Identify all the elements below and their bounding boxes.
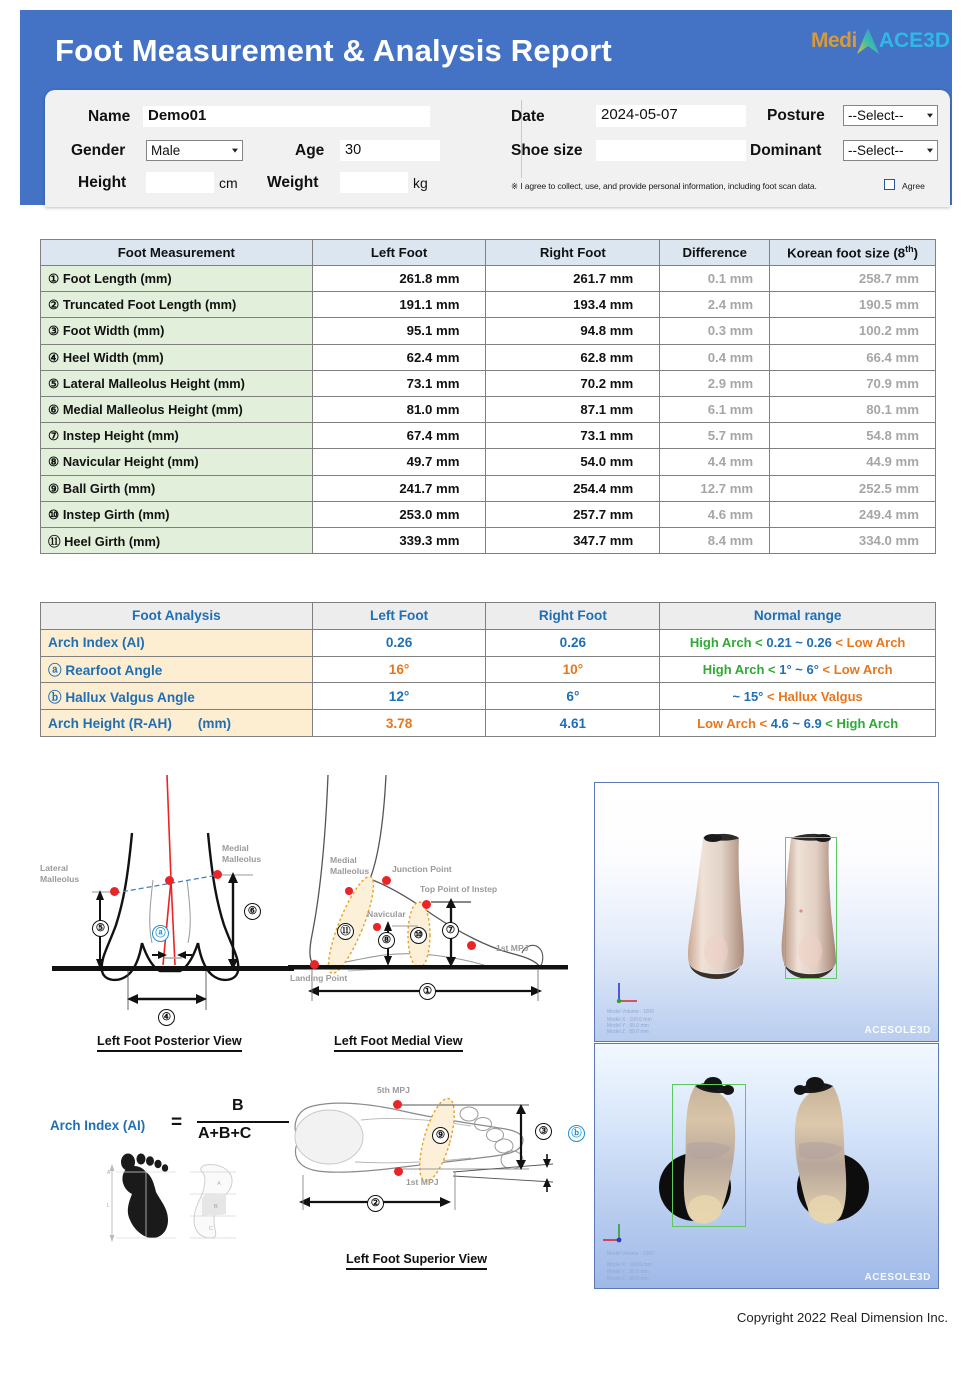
- posture-label: Posture: [767, 107, 825, 124]
- range-fragment: 0.21 ~ 0.26: [766, 635, 832, 651]
- name-label: Name: [88, 108, 131, 125]
- left-foot-cell: 253.0 mm: [312, 501, 486, 527]
- top-point-of-instep-label: Top Point of Instep: [420, 884, 498, 894]
- right-foot-cell: 193.4 mm: [486, 292, 660, 318]
- scan1-info-line1: Model Volume : 1000: [607, 1009, 654, 1015]
- range-fragment: Low Arch: [697, 715, 756, 731]
- range-fragment: <: [821, 715, 837, 731]
- korean-size-cell: 334.0 mm: [770, 527, 936, 553]
- difference-cell: 2.4 mm: [660, 292, 770, 318]
- left-foot-cell: 261.8 mm: [312, 266, 486, 292]
- scan1-info-line2: Model X : 100.0 mm: [607, 1017, 652, 1023]
- analysis-row: [41, 656, 936, 683]
- posture-select-value: --Select--: [848, 108, 904, 123]
- top-point-of-instep-point: [422, 900, 431, 909]
- first-mpj-point-superior: [394, 1167, 403, 1176]
- height-unit: cm: [219, 175, 238, 191]
- scan2-watermark: ACESOLE3D: [864, 1272, 931, 1283]
- mark-6: ⑥: [244, 903, 261, 920]
- mark-10: ⑩: [410, 927, 427, 944]
- measurement-name-cell: [41, 396, 313, 422]
- first-mpj-label-superior: 1st MPJ: [406, 1177, 439, 1187]
- analysis-right-cell: 4.61: [486, 710, 660, 737]
- mark-11: ⑪: [337, 923, 354, 940]
- fifth-mpj-point: [393, 1100, 402, 1109]
- dominant-label: Dominant: [750, 142, 822, 159]
- scan-viewport-posterior[interactable]: [594, 782, 939, 1042]
- weight-unit: kg: [413, 175, 428, 191]
- range-fragment: 1° ~ 6°: [779, 661, 819, 677]
- equals-sign: =: [171, 1112, 183, 1133]
- fraction-bar: [197, 1121, 289, 1123]
- mark-1: ①: [419, 983, 436, 1000]
- analysis-row: [41, 683, 936, 710]
- medial-malleolus-label-medial: [330, 855, 369, 877]
- table-row: [41, 370, 936, 396]
- korean-prefix: Korean foot size (8: [787, 245, 906, 261]
- row-number: ②: [48, 298, 60, 313]
- medial-label-line2: Malleolus: [222, 854, 262, 864]
- date-label: Date: [511, 108, 545, 125]
- medial-label-line1: Medial: [222, 843, 249, 853]
- range-fragment: High Arch: [702, 661, 765, 677]
- mark-3: ③: [535, 1123, 552, 1140]
- mark-a-rearfoot: ⓐ: [152, 925, 169, 942]
- height-field[interactable]: [146, 172, 214, 193]
- difference-cell: 4.4 mm: [660, 449, 770, 475]
- analysis-name-cell: ⓑ Hallux Valgus Angle: [41, 683, 313, 710]
- left-foot-cell: 67.4 mm: [312, 423, 486, 449]
- medial-medial-line2: Malleolus: [330, 866, 370, 876]
- midpoint-point: [165, 876, 174, 885]
- range-fragment: High Arch: [689, 635, 752, 651]
- analysis-row: [41, 629, 936, 656]
- lateral-malleolus-point: [110, 887, 119, 896]
- difference-cell: 6.1 mm: [660, 396, 770, 422]
- analysis-left-cell: 16°: [312, 656, 486, 683]
- right-foot-cell: 94.8 mm: [486, 318, 660, 344]
- agree-label: Agree: [902, 181, 925, 191]
- difference-cell: 0.1 mm: [660, 266, 770, 292]
- svg-text:C: C: [209, 1226, 213, 1232]
- table-row: [41, 344, 936, 370]
- korean-size-cell: 190.5 mm: [770, 292, 936, 318]
- analysis-name-suffix: (mm): [197, 715, 232, 731]
- korean-size-cell: 252.5 mm: [770, 475, 936, 501]
- first-mpj-point-medial: [467, 941, 476, 950]
- left-foot-cell: 241.7 mm: [312, 475, 486, 501]
- scan2-info-line4: Model Z : 80.0 mm: [607, 1276, 649, 1282]
- korean-size-cell: 54.8 mm: [770, 423, 936, 449]
- range-fragment: Low Arch: [833, 661, 893, 677]
- bounding-box-right-leg: [785, 837, 837, 979]
- table-row: [41, 396, 936, 422]
- right-foot-cell: 347.7 mm: [486, 527, 660, 553]
- table-row: [41, 318, 936, 344]
- row-label: Lateral Malleolus Height (mm): [62, 375, 245, 391]
- row-number: ⑪: [48, 534, 61, 549]
- gender-select[interactable]: [146, 140, 243, 161]
- dominant-select-value: --Select--: [848, 143, 904, 158]
- right-foot-cell: 87.1 mm: [486, 396, 660, 422]
- col-right-foot: Right Foot: [486, 240, 660, 266]
- row-label: Medial Malleolus Height (mm): [62, 402, 243, 418]
- junction-point-label: Junction Point: [392, 864, 452, 874]
- korean-sup: th: [905, 244, 914, 255]
- mark-9: ⑨: [432, 1127, 449, 1144]
- logo-triangle-icon: [855, 26, 881, 56]
- foot-analysis-table: [40, 602, 936, 737]
- measurement-name-cell: [41, 344, 313, 370]
- table-row: [41, 475, 936, 501]
- lateral-label-line1: Lateral: [40, 863, 69, 873]
- right-foot-cell: 62.8 mm: [486, 344, 660, 370]
- right-foot-cell: 54.0 mm: [486, 449, 660, 475]
- svg-text:A: A: [217, 1181, 221, 1187]
- col-foot-measurement: Foot Measurement: [41, 240, 313, 266]
- shoe-size-label: Shoe size: [511, 142, 583, 159]
- mark-8: ⑧: [378, 932, 395, 949]
- gender-select-value: Male: [151, 143, 181, 158]
- lateral-malleolus-label: [40, 863, 79, 885]
- normal-range-cell: [660, 656, 936, 683]
- lateral-label-line2: Malleolus: [40, 874, 80, 884]
- logo-text-ace3d: ACE3D: [878, 29, 950, 52]
- difference-cell: 0.3 mm: [660, 318, 770, 344]
- measurement-name-cell: [41, 501, 313, 527]
- junction-point: [382, 876, 391, 885]
- left-foot-cell: 191.1 mm: [312, 292, 486, 318]
- fifth-mpj-label: 5th MPJ: [377, 1085, 410, 1095]
- range-fragment: Low Arch: [846, 635, 906, 651]
- row-label: Instep Height (mm): [62, 428, 179, 444]
- measurement-name-cell: [41, 370, 313, 396]
- row-label: Truncated Foot Length (mm): [62, 297, 237, 313]
- korean-size-cell: 66.4 mm: [770, 344, 936, 370]
- formula-numerator: B: [232, 1097, 244, 1114]
- difference-cell: 12.7 mm: [660, 475, 770, 501]
- normal-range-cell: [660, 683, 936, 710]
- footprint-diagram: [102, 1150, 302, 1250]
- left-foot-cell: 81.0 mm: [312, 396, 486, 422]
- name-field[interactable]: Demo01: [143, 106, 430, 127]
- right-foot-cell: 261.7 mm: [486, 266, 660, 292]
- landing-point-label: Landing Point: [290, 973, 348, 983]
- table-row: [41, 501, 936, 527]
- svg-text:A: A: [107, 1170, 111, 1176]
- date-field[interactable]: 2024-05-07: [596, 105, 746, 127]
- analysis-left-cell: 0.26: [312, 629, 486, 656]
- col-an-right-foot: Right Foot: [486, 603, 660, 630]
- normal-range-cell: [660, 710, 936, 737]
- measurement-name-cell: [41, 527, 313, 553]
- medial-malleolus-point: [213, 870, 222, 879]
- copyright-footer: Copyright 2022 Real Dimension Inc.: [736, 1310, 948, 1325]
- row-label: Heel Girth (mm): [64, 533, 161, 549]
- row-label: Ball Girth (mm): [62, 480, 156, 496]
- right-foot-cell: 73.1 mm: [486, 423, 660, 449]
- range-fragment: <: [764, 661, 780, 677]
- medial-malleolus-label-posterior: [222, 843, 261, 865]
- table-row: [41, 292, 936, 318]
- measurement-name-cell: [41, 449, 313, 475]
- scan2-info-line3: Model Y : 95.0 mm: [607, 1269, 649, 1275]
- row-number: ⑦: [48, 429, 60, 444]
- normal-range-cell: [660, 629, 936, 656]
- row-number: ⑩: [48, 507, 60, 522]
- weight-label: Weight: [267, 174, 319, 191]
- range-fragment: 4.6 ~ 6.9: [770, 715, 822, 731]
- col-foot-analysis: Foot Analysis: [41, 603, 313, 630]
- table-header-row: [41, 240, 936, 266]
- col-normal-range: Normal range: [660, 603, 936, 630]
- page-title: Foot Measurement & Analysis Report: [55, 33, 612, 68]
- row-label: Instep Girth (mm): [62, 506, 170, 522]
- range-fragment: High Arch: [836, 715, 899, 731]
- weight-field[interactable]: [340, 172, 408, 193]
- range-fragment: <: [818, 661, 834, 677]
- mediace3d-logo: [811, 24, 950, 58]
- korean-size-cell: 249.4 mm: [770, 501, 936, 527]
- height-label: Height: [78, 174, 127, 191]
- foot-measurement-table: [40, 239, 936, 554]
- analysis-name-cell: ⓐ Rearfoot Angle: [41, 656, 313, 683]
- analysis-right-cell: 0.26: [486, 629, 660, 656]
- svg-text:B: B: [214, 1204, 218, 1210]
- range-fragment: Hallux Valgus: [778, 688, 863, 704]
- superior-view-drawing: [285, 1080, 575, 1265]
- landing-point-dot: [310, 960, 319, 969]
- range-fragment: <: [751, 635, 767, 651]
- measurement-name-cell: [41, 292, 313, 318]
- col-difference: Difference: [660, 240, 770, 266]
- korean-size-cell: 80.1 mm: [770, 396, 936, 422]
- analysis-name-cell: Arch Index (AI): [41, 629, 313, 656]
- korean-suffix: ): [913, 245, 919, 261]
- mark-4: ④: [158, 1009, 175, 1026]
- measurement-name-cell: [41, 318, 313, 344]
- medial-malleolus-point-medial: [345, 887, 353, 895]
- analysis-left-cell: 3.78: [312, 710, 486, 737]
- bounding-box-left-foot: [672, 1084, 746, 1227]
- row-number: ⑧: [48, 455, 60, 470]
- logo-text-medi: Medi: [810, 29, 857, 52]
- scan1-info-line4: Model Z : 80.0 mm: [607, 1029, 649, 1035]
- row-label: Foot Width (mm): [62, 323, 165, 339]
- right-foot-cell: 254.4 mm: [486, 475, 660, 501]
- mark-b-hallux: ⓑ: [568, 1125, 585, 1142]
- first-mpj-label-medial: 1st MPJ: [496, 943, 529, 953]
- gender-label: Gender: [71, 142, 126, 159]
- row-label: Heel Width (mm): [62, 349, 164, 365]
- analysis-right-cell: 10°: [486, 656, 660, 683]
- medial-view-caption: Left Foot Medial View: [334, 1034, 463, 1052]
- korean-size-cell: 258.7 mm: [770, 266, 936, 292]
- analysis-header-row: [41, 603, 936, 630]
- scan1-info-line3: Model Y : 95.0 mm: [607, 1023, 649, 1029]
- right-foot-cell: 257.7 mm: [486, 501, 660, 527]
- row-number: ①: [48, 272, 60, 287]
- col-korean-foot-size: [770, 240, 936, 266]
- range-fragment: <: [755, 715, 771, 731]
- consent-text: ※ I agree to collect, use, and provide personal information, including foot scan data.: [511, 181, 817, 191]
- right-foot-cell: 70.2 mm: [486, 370, 660, 396]
- korean-size-cell: 44.9 mm: [770, 449, 936, 475]
- range-fragment: <: [831, 635, 847, 651]
- posture-select[interactable]: [843, 105, 938, 126]
- range-fragment: ~ 15°: [732, 688, 764, 704]
- range-fragment: <: [763, 688, 779, 704]
- arch-index-title: Arch Index (AI): [50, 1118, 146, 1133]
- col-left-foot: Left Foot: [312, 240, 486, 266]
- row-label: Navicular Height (mm): [62, 454, 199, 470]
- analysis-left-cell: 12°: [312, 683, 486, 710]
- mark-5: ⑤: [92, 920, 109, 937]
- dominant-select[interactable]: [843, 140, 938, 161]
- age-label: Age: [295, 142, 325, 159]
- difference-cell: 0.4 mm: [660, 344, 770, 370]
- shoe-size-field[interactable]: [596, 140, 746, 161]
- scan-viewport-plantar[interactable]: [594, 1043, 939, 1289]
- analysis-row: [41, 710, 936, 737]
- measurement-name-cell: [41, 266, 313, 292]
- table-row: [41, 449, 936, 475]
- posterior-view-caption: Left Foot Posterior View: [97, 1034, 242, 1052]
- agree-checkbox[interactable]: [884, 179, 895, 190]
- left-foot-cell: 73.1 mm: [312, 370, 486, 396]
- navicular-label: Navicular: [367, 909, 406, 919]
- chevron-down-icon: [927, 148, 933, 152]
- measurement-name-cell: [41, 423, 313, 449]
- analysis-name-cell: Arch Height (R-AH) (mm): [41, 710, 313, 737]
- difference-cell: 2.9 mm: [660, 370, 770, 396]
- measurement-name-cell: [41, 475, 313, 501]
- row-number: ⑤: [48, 376, 60, 391]
- superior-view-caption: Left Foot Superior View: [346, 1252, 487, 1270]
- left-foot-cell: 49.7 mm: [312, 449, 486, 475]
- svg-text:L: L: [107, 1203, 111, 1209]
- korean-size-cell: 70.9 mm: [770, 370, 936, 396]
- medial-medial-line1: Medial: [330, 855, 357, 865]
- left-foot-cell: 62.4 mm: [312, 344, 486, 370]
- left-foot-cell: 95.1 mm: [312, 318, 486, 344]
- difference-cell: 8.4 mm: [660, 527, 770, 553]
- row-number: ⑥: [48, 403, 60, 418]
- age-field[interactable]: 30: [340, 140, 440, 161]
- difference-cell: 4.6 mm: [660, 501, 770, 527]
- scan2-info-line2: Model X : 100.0 mm: [607, 1262, 652, 1268]
- scan1-watermark: ACESOLE3D: [864, 1025, 931, 1036]
- col-an-left-foot: Left Foot: [312, 603, 486, 630]
- mark-2: ②: [367, 1195, 384, 1212]
- difference-cell: 5.7 mm: [660, 423, 770, 449]
- row-label: Foot Length (mm): [62, 271, 172, 287]
- mark-7: ⑦: [442, 922, 459, 939]
- left-foot-cell: 339.3 mm: [312, 527, 486, 553]
- chevron-down-icon: [232, 148, 238, 152]
- table-row: [41, 423, 936, 449]
- row-number: ③: [48, 324, 60, 339]
- korean-size-cell: 100.2 mm: [770, 318, 936, 344]
- formula-denominator: A+B+C: [198, 1125, 252, 1142]
- posterior-view-drawing: [40, 775, 305, 1030]
- row-number: ④: [48, 350, 60, 365]
- row-number: ⑨: [48, 481, 60, 496]
- diagram-area: [40, 775, 585, 1285]
- table-row: [41, 266, 936, 292]
- navicular-point: [373, 923, 381, 931]
- chevron-down-icon: [927, 113, 933, 117]
- scan2-info-line1: Model Volume : 1000: [607, 1251, 654, 1257]
- analysis-right-cell: 6°: [486, 683, 660, 710]
- table-row: [41, 527, 936, 553]
